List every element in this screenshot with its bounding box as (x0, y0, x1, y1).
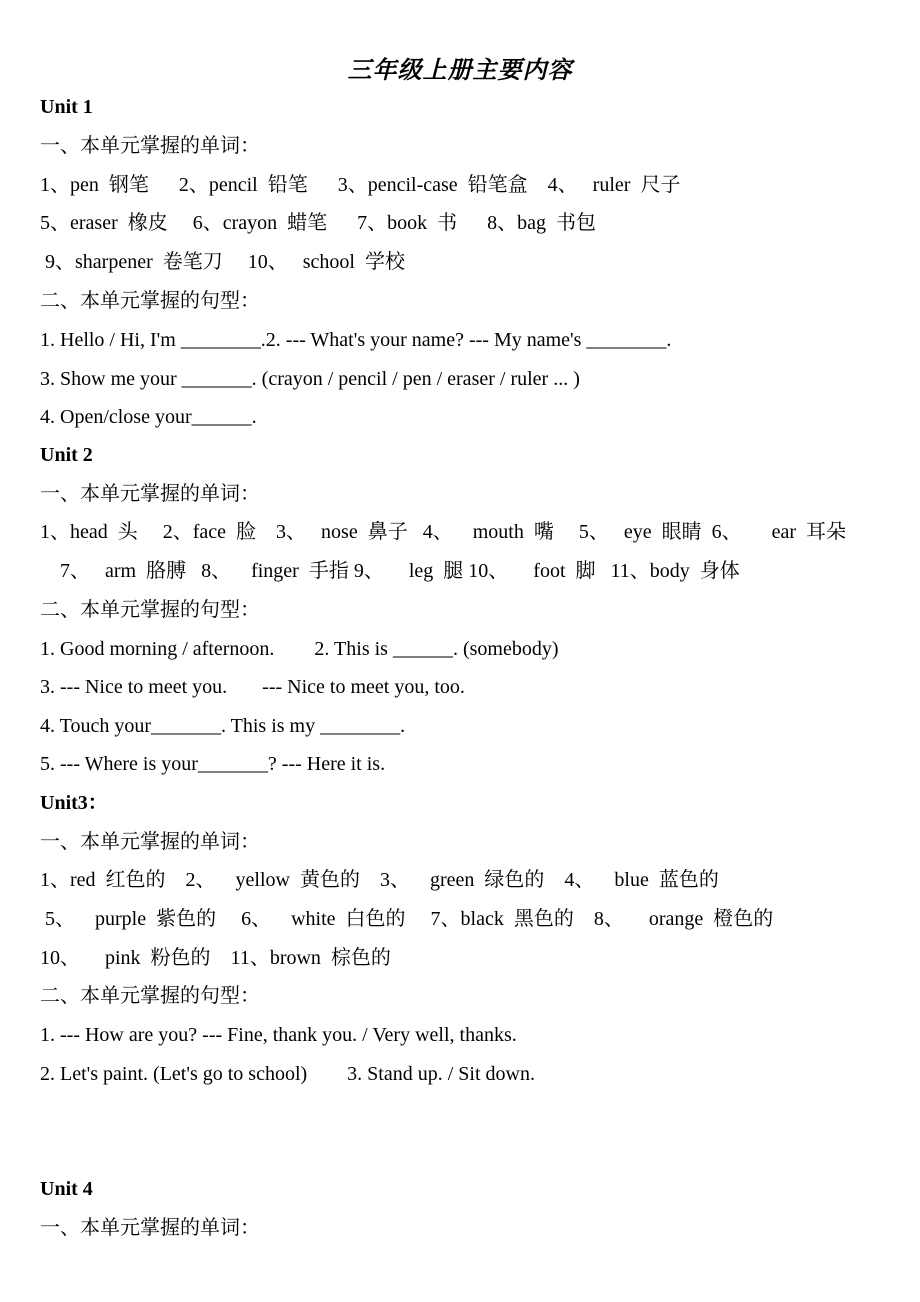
unit-3-sentence-1: 1. --- How are you? --- Fine, thank you. / Very well, thanks. (40, 1024, 517, 1046)
unit-2-sentences-label: 二、本单元掌握的句型： (40, 599, 260, 621)
unit-1-sentence-3: 4. Open/close your______. (40, 406, 257, 428)
unit-3-words-line-2: 5、 purple 紫色的 6、 white 白色的 7、black 黑色的 8、 orange 橙色的 (40, 908, 774, 930)
unit-3-words-label: 一、本单元掌握的单词： (40, 831, 260, 853)
unit-2-words-line-2: 7、 arm 胳膊 8、 finger 手指 9、 leg 腿 10、 foot 脚 11、body 身体 (40, 560, 740, 582)
unit-2-words-line-1: 1、head 头 2、face 脸 3、 nose 鼻子 4、 mouth 嘴 5、 eye 眼睛 6、 ear 耳朵 (40, 521, 846, 543)
page-title: 三年级上册主要内容 (347, 58, 573, 84)
unit-2-sentence-2: 3. --- Nice to meet you. --- Nice to meet you, too. (40, 676, 465, 698)
unit-2-sentence-1: 1. Good morning / afternoon. 2. This is ______. (somebody) (40, 638, 559, 660)
unit-1-sentence-1: 1. Hello / Hi, I'm ________.2. --- What's your name? --- My name's ________. (40, 329, 672, 351)
unit-2-words-label: 一、本单元掌握的单词： (40, 483, 260, 505)
unit-1-words-line-3: 9、sharpener 卷笔刀 10、 school 学校 (40, 251, 405, 273)
unit-2-heading: Unit 2 (40, 444, 93, 466)
unit-1-heading: Unit 1 (40, 96, 93, 118)
unit-4-words-label: 一、本单元掌握的单词： (40, 1217, 260, 1239)
unit-1-sentence-2: 3. Show me your _______. (crayon / pencil / pen / eraser / ruler ... ) (40, 368, 580, 390)
unit-1-sentences-label: 二、本单元掌握的句型： (40, 290, 260, 312)
unit-3-words-line-1: 1、red 红色的 2、 yellow 黄色的 3、 green 绿色的 4、 blue 蓝色的 (40, 869, 719, 891)
unit-2-sentence-4: 5. --- Where is your_______? --- Here it is. (40, 753, 386, 775)
unit-3-heading: Unit3： (40, 792, 108, 814)
unit-1-words-label: 一、本单元掌握的单词： (40, 135, 260, 157)
unit-2-sentence-3: 4. Touch your_______. This is my ________. (40, 715, 406, 737)
unit-1-words-line-2: 5、eraser 橡皮 6、crayon 蜡笔 7、book 书 8、bag 书包 (40, 212, 597, 234)
unit-1-words-line-1: 1、pen 钢笔 2、pencil 铅笔 3、pencil-case 铅笔盒 4、 ruler 尺子 (40, 174, 681, 196)
unit-3-sentence-2: 2. Let's paint. (Let's go to school) 3. Stand up. / Sit down. (40, 1063, 535, 1085)
unit-3-sentences-label: 二、本单元掌握的句型： (40, 985, 260, 1007)
unit-4-heading: Unit 4 (40, 1178, 93, 1200)
unit-3-words-line-3: 10、 pink 粉色的 11、brown 棕色的 (40, 947, 391, 969)
